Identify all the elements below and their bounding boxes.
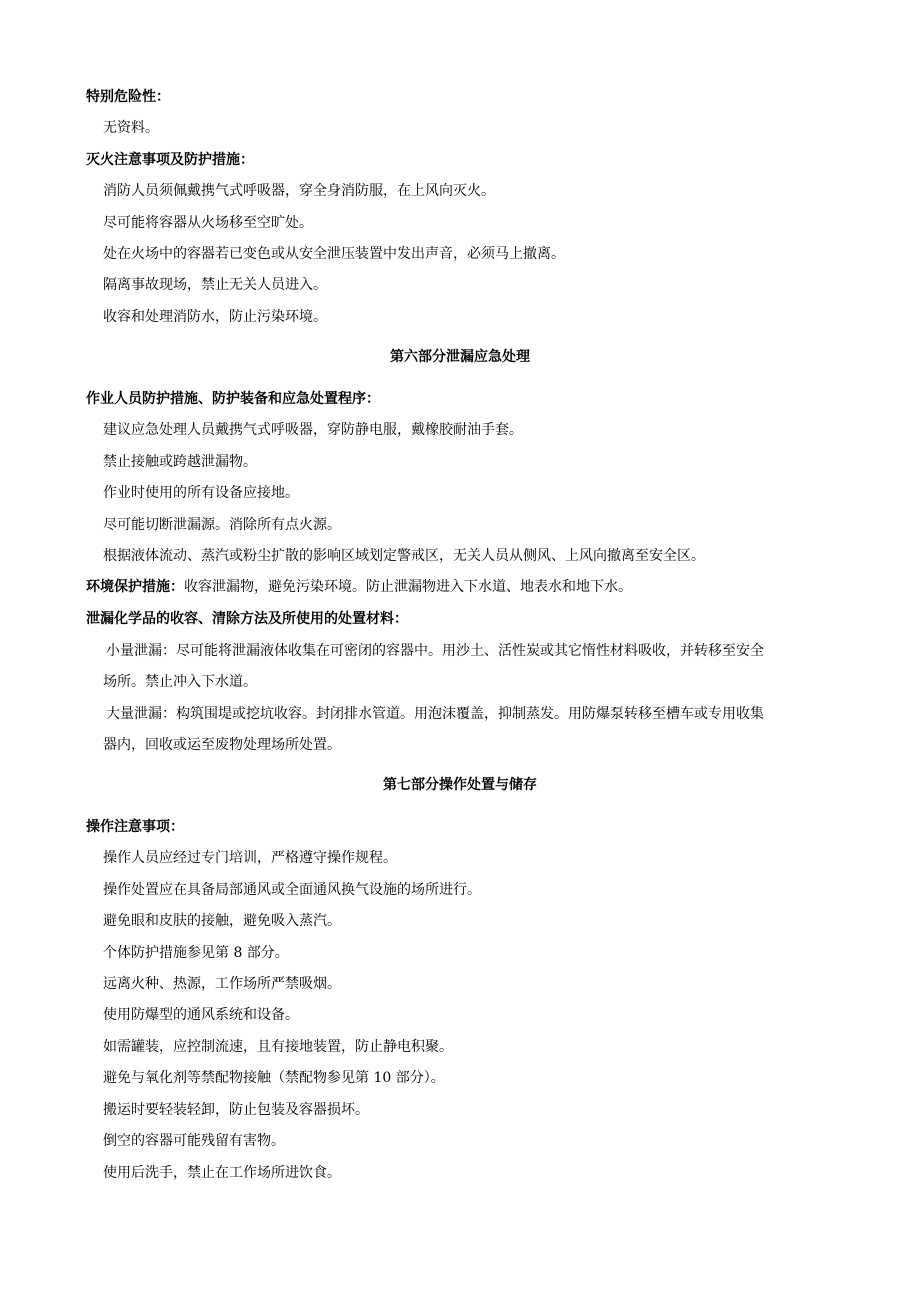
personnel-heading: 作业人员防护措施、防护装备和应急处置程序：: [86, 391, 380, 407]
personnel-item: 建议应急处理人员戴携气式呼吸器，穿防静电服，戴橡胶耐油手套。: [103, 422, 523, 438]
personnel-item: 禁止接触或跨越泄漏物。: [103, 454, 257, 470]
handling-item: 避免眼和皮肤的接触，避免吸入蒸汽。: [103, 913, 341, 929]
cleanup-heading: 泄漏化学品的收容、清除方法及所使用的处置材料：: [86, 611, 408, 627]
handling-item: 如需罐装，应控制流速，且有接地装置，防止静电积聚。: [103, 1039, 453, 1055]
small-spill-line: 小量泄漏：尽可能将泄漏液体收集在可密闭的容器中。用沙土、活性炭或其它惰性材料吸收，并转移至安全: [106, 643, 764, 659]
handling-item: 操作处置应在具备局部通风或全面通风换气设施的场所进行。: [103, 882, 481, 898]
handling-heading: 操作注意事项：: [86, 819, 184, 835]
handling-item: 使用防爆型的通风系统和设备。: [103, 1007, 299, 1023]
env-protection-label: 环境保护措施：: [86, 579, 184, 595]
hazard-heading: 特别危险性：: [86, 89, 170, 105]
firefighting-heading: 灭火注意事项及防护措施：: [86, 152, 254, 168]
handling-item: 避免与氧化剂等禁配物接触（禁配物参见第 10 部分）。: [103, 1070, 445, 1086]
personnel-item: 作业时使用的所有设备应接地。: [103, 485, 299, 501]
firefighting-item: 隔离事故现场，禁止无关人员进入。: [103, 277, 327, 293]
handling-item: 操作人员应经过专门培训，严格遵守操作规程。: [103, 850, 397, 866]
firefighting-item: 消防人员须佩戴携气式呼吸器，穿全身消防服，在上风向灭火。: [103, 183, 495, 199]
firefighting-item: 处在火场中的容器若已变色或从安全泄压装置中发出声音，必须马上撤离。: [103, 246, 565, 262]
large-spill-line: 器内，回收或运至废物处理场所处置。: [103, 737, 341, 753]
handling-item: 个体防护措施参见第 8 部分。: [103, 945, 289, 961]
small-spill-line: 场所。禁止冲入下水道。: [103, 674, 257, 690]
firefighting-item: 收容和处理消防水，防止污染环境。: [103, 309, 327, 325]
part7-title: 第七部分操作处置与储存: [383, 777, 537, 793]
part6-title: 第六部分泄漏应急处理: [390, 349, 530, 365]
handling-item: 搬运时要轻装轻卸，防止包装及容器损坏。: [103, 1102, 369, 1118]
env-protection-text: 收容泄漏物，避免污染环境。防止泄漏物进入下水道、地表水和地下水。: [184, 579, 632, 595]
hazard-text: 无资料。: [103, 120, 159, 136]
personnel-item: 尽可能切断泄漏源。消除所有点火源。: [103, 517, 341, 533]
firefighting-item: 尽可能将容器从火场移至空旷处。: [103, 215, 313, 231]
handling-item: 使用后洗手，禁止在工作场所进饮食。: [103, 1165, 341, 1181]
handling-item: 远离火种、热源，工作场所严禁吸烟。: [103, 976, 341, 992]
env-protection-line: [86, 578, 632, 596]
handling-item: 倒空的容器可能残留有害物。: [103, 1133, 285, 1149]
personnel-item: 根据液体流动、蒸汽或粉尘扩散的影响区域划定警戒区，无关人员从侧风、上风向撤离至安全区。: [103, 548, 705, 564]
large-spill-line: 大量泄漏：构筑围堤或挖坑收容。封闭排水管道。用泡沫覆盖，抑制蒸发。用防爆泵转移至槽车或专用收集: [106, 706, 764, 722]
